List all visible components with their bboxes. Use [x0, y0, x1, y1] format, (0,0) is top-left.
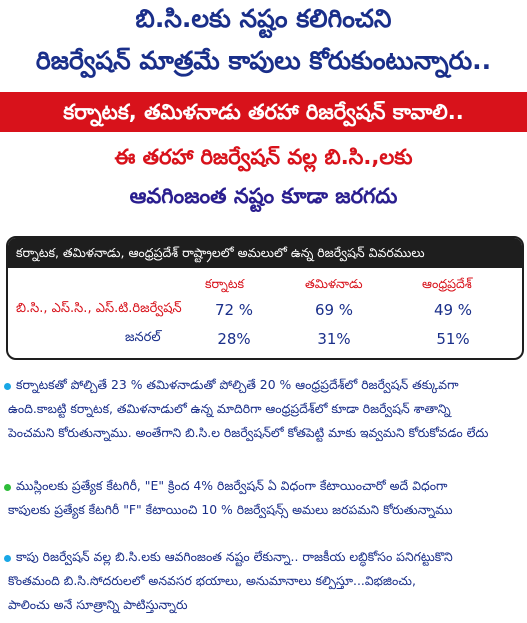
- headline-line-1: బి.సి.లకు నష్టం కలిగించని: [135, 4, 392, 33]
- paragraph-comparison: [8, 373, 523, 445]
- paragraph-line: పాలించు అనే సూత్రాన్ని పాటిస్తున్నారు: [8, 597, 188, 612]
- subheadline-line-2: ఆవగింజంత నష్టం కూడా జరగదు: [129, 184, 398, 208]
- row-label-reservation: బి.సి., ఎస్.సి., ఎస్.టి.రిజర్వేషన్: [16, 301, 182, 316]
- paragraph-category: [8, 474, 523, 522]
- paragraph-politics: [8, 545, 523, 617]
- value-andhrapradesh-reservation: 49 %: [433, 301, 473, 319]
- column-header-andhrapradesh: ఆంధ్రప్రదేశ్: [422, 276, 472, 291]
- paragraph-line: ఉంది.కాబట్టి కర్నాటక, తమిళనాడులో ఉన్న మాదిరిగా ఆంధ్రప్రదేశ్‌లో కూడా రిజర్వేషన్ శాతాన్ని: [8, 401, 451, 416]
- row-label-general: జనరల్: [125, 330, 161, 345]
- reservation-table: [6, 236, 524, 360]
- subheadline-line-1: ఈ తరహా రిజర్వేషన్ వల్ల బి.సి.,లకు: [114, 145, 413, 169]
- paragraph-line: కొంతమంది బి.సి.సోదరులలో అనవసర భయాలు, అనుమానాలు కల్పిస్తూ...విభజించు,: [8, 573, 416, 588]
- column-header-karnataka: కర్నాటక: [205, 276, 244, 291]
- headline-line-2: రిజర్వేషన్ మాత్రమే కాపులు కోరుకుంటున్నారు..: [35, 46, 492, 75]
- paragraph-line: కాపు రిజర్వేషన్ వల్ల బి.సి.లకు ఆవగింజంత నష్టం లేకున్నా.. రాజకీయ లబ్ధికోసం పనిగట్టుకొని: [16, 549, 453, 564]
- value-karnataka-reservation: 72 %: [214, 301, 254, 319]
- value-andhrapradesh-general: 51%: [436, 330, 470, 348]
- table-title: కర్నాటక, తమిళనాడు, ఆంధ్రప్రదేశ్ రాష్ట్రాలలో అమలులో ఉన్న రిజర్వేషన్ వివరములు: [8, 238, 522, 268]
- paragraph-line: కాపులకు ప్రత్యేక కేటగిరీ "F" కేటాయించి 10 % రిజర్వేషన్స్ అమలు జరపమని కోరుతున్నాము: [8, 502, 453, 517]
- paragraph-line: పెంచమని కోరుతున్నాము. అంతేగాని బి.సి.ల రిజర్వేషన్‌లో కోతపెట్టి మాకు ఇవ్వమని కోరుకోవడం లేదు: [8, 425, 489, 440]
- value-tamilnadu-general: 31%: [317, 330, 351, 348]
- paragraph-line: కర్నాటకతో పోల్చితే 23 % తమిళనాడుతో పోల్చితే 20 % ఆంధ్రప్రదేశ్‌లో రిజర్వేషన్ తక్కువగా: [16, 377, 459, 392]
- value-tamilnadu-reservation: 69 %: [314, 301, 354, 319]
- paragraph-line: ముస్లింలకు ప్రత్యేక కేటగిరీ, "E" క్రింద 4% రిజర్వేషన్ ఏ విధంగా కేటాయించారో అదే విధంగా: [16, 478, 448, 493]
- value-karnataka-general: 28%: [217, 330, 251, 348]
- column-header-tamilnadu: తమిళనాడు: [305, 276, 363, 291]
- red-banner: కర్నాటక, తమిళనాడు తరహా రిజర్వేషన్ కావాలి..: [0, 92, 527, 132]
